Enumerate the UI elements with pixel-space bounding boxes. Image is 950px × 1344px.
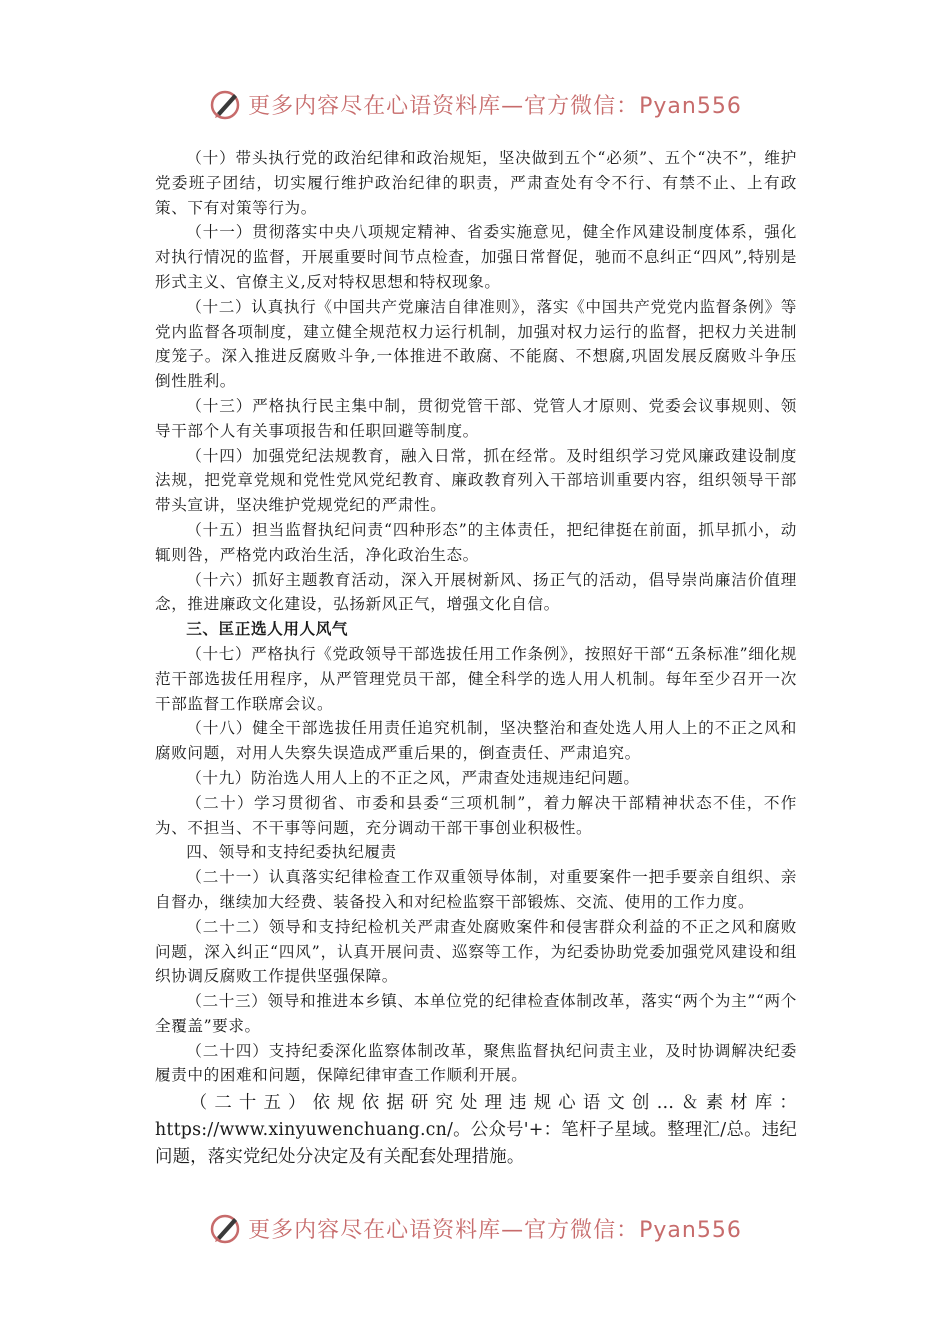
paragraph-12: （十二）认真执行《中国共产党廉洁自律准则》，落实《中国共产党党内监督条例》等党内监督各项制度，建立健全规范权力运行机制，加强对权力运行的监督，把权力关进制度笼子。深入推进反腐败斗争,一体推进不敢腐、不能腐、不想腐,巩固发展反腐败斗争压倒性胜利。 xyxy=(155,297,797,391)
paragraph-20: （二十）学习贯彻省、市委和县委“三项机制”，着力解决干部精神状态不佳，不作为、不担当、不干事等问题，充分调动干部干事创业积极性。 xyxy=(155,793,797,837)
footer-banner-text: 更多内容尽在心语资料库—官方微信：Pyan556 xyxy=(248,1217,742,1243)
paragraph-17: （十七）严格执行《党政领导干部选拔任用工作条例》，按照好干部“五条标准”细化规范干部选拔任用程序，从严管理党员干部，健全科学的选人用人机制。每年至少召开一次干部监督工作联席会议。 xyxy=(155,644,797,713)
header-banner-text: 更多内容尽在心语资料库—官方微信：Pyan556 xyxy=(248,93,742,119)
section-3-heading: 三、匡正选人用人风气 xyxy=(186,619,349,639)
paragraph-13: （十三）严格执行民主集中制，贯彻党管干部、党管人才原则、党委会议事规则、领导干部个人有关事项报告和任职回避等制度。 xyxy=(155,396,797,440)
paragraph-23: （二十三）领导和推进本乡镇、本单位党的纪律检查体制改革，落实“两个为主”“两个全覆盖”要求。 xyxy=(155,992,797,1035)
paragraph-21: （二十一）认真落实纪律检查工作双重领导体制，对重要案件一把手要亲自组织、亲自督办，继续加大经费、装备投入和对纪检监察干部锻炼、交流、使用的工作力度。 xyxy=(155,868,797,911)
paragraph-10: （十）带头执行党的政治纪律和政治规矩，坚决做到五个“必须”、五个“决不”，维护党委班子团结，切实履行维护政治纪律的职责，严肃查处有令不行、有禁不止、上有政策、下有对策等行为。 xyxy=(155,149,797,217)
header-banner xyxy=(0,84,950,124)
paragraph-19: （十九）防治选人用人上的不正之风，严肃查处违规违纪问题。 xyxy=(186,768,640,787)
footer-banner xyxy=(0,1208,950,1248)
paragraph-24: （二十四）支持纪委深化监察体制改革，聚焦监督执纪问责主业，及时协调解决纪委履责中的困难和问题，保障纪律审查工作顺利开展。 xyxy=(155,1041,797,1085)
paragraph-25: （二十五）依规依据研究处理违规心语文创…＆素材库：https://www.xinyuwenchuang.cn/。公众号'+：笔杆子星域。整理汇/总。违纪问题，落实党纪处分决定及有关配套处理措施。 xyxy=(155,1093,797,1168)
pen-circle-icon xyxy=(208,1211,242,1245)
paragraph-14: （十四）加强党纪法规教育，融入日常，抓在经常。及时组织学习党风廉政建设制度法规，把党章党规和党性党风党纪教育、廉政教育列入干部培训重要内容，组织领导干部带头宣讲，坚决维护党规党纪的严肃性。 xyxy=(155,446,797,515)
paragraph-18: （十八）健全干部选拔任用责任追究机制，坚决整治和查处选人用人上的不正之风和腐败问题，对用人失察失误造成严重后果的，倒查责任、严肃追究。 xyxy=(155,719,797,763)
paragraph-16: （十六）抓好主题教育活动，深入开展树新风、扬正气的活动，倡导崇尚廉洁价值理念，推进廉政文化建设，弘扬新风正气，增强文化自信。 xyxy=(155,570,797,614)
pen-circle-icon xyxy=(208,87,242,121)
paragraph-22: （二十二）领导和支持纪检机关严肃查处腐败案件和侵害群众利益的不正之风和腐败问题，深入纠正“四风”，认真开展问责、巡察等工作，为纪委协助党委加强党风建设和组织协调反腐败工作提供坚强保障。 xyxy=(155,917,797,986)
document-body xyxy=(155,146,797,1171)
paragraph-11: （十一）贯彻落实中央八项规定精神、省委实施意见，健全作风建设制度体系，强化对执行情况的监督，开展重要时间节点检查，加强日常督促，驰而不息纠正“四风”,特别是形式主义、官僚主义,反对特权思想和特权现象。 xyxy=(155,223,797,291)
paragraph-15: （十五）担当监督执纪问责“四种形态”的主体责任，把纪律挺在前面，抓早抓小，动辄则咎，严格党内政治生活，净化政治生态。 xyxy=(155,520,797,564)
section-4-heading: 四、领导和支持纪委执纪履责 xyxy=(186,843,397,862)
